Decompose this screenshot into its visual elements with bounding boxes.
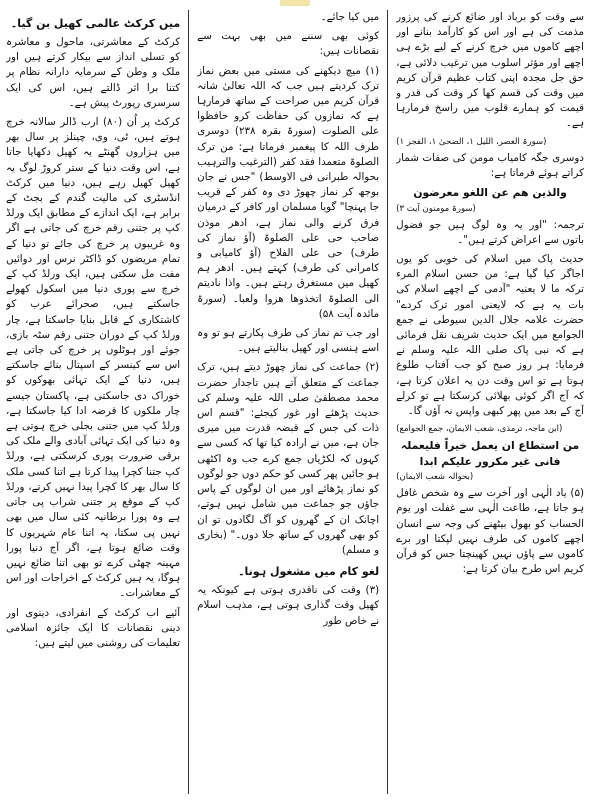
column-left-paragraph-3: حدیث پاک میں اسلام کی خوبی کو یوں اجاگر کیا گیا ہے: من حسن اسلام المرء ترکہ ما لا یعنیہ "آدمی کے اچھے اسلام کی بات یہ ہے کہ لایعنی امور ترک کردے" حضرت علامہ جلال الدین سیوطی نے جمع الجوامع میں ایک حدیث شریف نقل فرمائی ہے کہ نبی پاک صلی اللہ علیہ وسلم نے فرمایا: ہر روز صبح کو جب آفتاب طلوع ہوتا ہے تو اس وقت دن یہ اعلان کرتا ہے، کہ آج اگر کوئی بھلائی کرسکتا ہے تو کرلے آج کے بعد میں پھر کبھی واپس نہ آؤں گا۔: [396, 252, 584, 417]
column-middle: [197, 10, 379, 794]
column-left-paragraph-0: سے وقت کو برباد اور ضائع کرنے کی پرزور مذمت کی ہے اور اس کو کارآمد بنانے اور اچھے کاموں میں خرچ کرنے کے لیے بڑے ہی اچھے اور مؤثر اسلوب میں ترغیب دلائی ہے، حق جل مجدہ اپنی کتاب عظیم قرآن کریم میں وقت کی قسم کھا کر وقت کی قدر و قیمت کو ہمارے قلوب میں راسخ فرمارہا ہے۔: [396, 11, 584, 130]
column-middle-subheading: لغو کام میں مشغول ہونا۔: [238, 565, 380, 579]
column-left: [396, 10, 584, 794]
column-left-paragraph-2: ترجمہ: "اور یہ وہ لوگ ہیں جو فضول باتوں سے اعراض کرتے ہیں"۔: [396, 218, 584, 246]
column-divider-right: [188, 10, 189, 794]
top-highlight-mark: [280, 0, 310, 6]
column-divider-left: [387, 10, 388, 794]
citation-hadith-2: (بحوالہ شعب الایمان): [396, 472, 474, 483]
arabic-hadith: من استطاع ان یعمل خیراً فلیعملہ فانی غیر مکرور علیکم ابدا: [400, 439, 580, 468]
column-middle-paragraph-2: (۱) میچ دیکھنے کی مستی میں بعض نماز ترک کردیتے ہیں جب کہ اللہ تعالیٰ شانہ قرآن کریم میں صراحت کے ساتھ فرمارہا ہے کہ نمازوں کی حفاظت کرو حافظوا علی الصلوت (سورۃ بقرہ ۲۳۸) دوسری طرف اللہ کا پیغمبر فرماتا ہے: من ترک الصلوۃ متعمدا فقد کفر (الترغیب والترہیب بحوالہ طبرانی فی الاوسط) "جس نے جان بوجھ کر نماز چھوڑ دی وہ کفر کے قریب جا پہنچا" گویا مسلمان اور کافر کے درمیان فرق کرنے والی نماز ہے، ادھر موذن صاحب حی علی الصلوۃ (آؤ نماز کی طرف) حی علی الفلاح (آؤ کامیابی و کامرانی کی طرف) کہتے ہیں۔ ادھر ہم کھیل میں مستغرق رہتے ہیں۔ واذا نادیتم الی الصلوۃ اتخذوھا ھزوا ولعبا۔ (سورۃ مائدہ آیت ۵۸): [197, 64, 380, 320]
column-middle-paragraph-5: (۳) وقت کی ناقدری ہوتی ہے کیونکہ یہ کھیل وقت گذاری ہوتی ہے، مذہب اسلام نے خاص طور: [197, 584, 380, 627]
column-middle-paragraph-4: (۲) جماعت کی نماز چھوڑ دیتے ہیں، ترک جماعت کے متعلق آتے ہیں تاجدار حضرت محمد مصطفیٰ صلی اللہ علیہ وسلم کی حدیث پڑھئے اور غور کیجئے: "قسم اس ذات کی جس کے قبضہ قدرت میں میری جان ہے، میں نے ارادہ کیا تھا کہ کسی سے کہوں کہ لکڑیاں جمع کرے جب وہ اکٹھی ہو جائیں پھر کسی کو حکم دوں جو لوگوں کو نماز پڑھائے اور میں ان لوگوں کے پاس جاؤں جو جماعت میں شامل نہیں ہوتے، اچانک ان کے گھروں کو آگ لگادوں تو ان کو بھی گھروں کے ساتھ جلا دوں۔" (بخاری و مسلم): [197, 361, 380, 556]
arabic-verse-laghw: والذین ھم عن اللغو معرضون: [413, 186, 567, 200]
column-middle-paragraph-0: میں کیا جائے۔: [320, 11, 380, 23]
column-middle-paragraph-3: اور جب تم نماز کی طرف پکارتے ہو تو وہ اسے ہنسی اور کھیل بنالیتے ہیں۔: [197, 327, 380, 355]
column-right-paragraph-2: کرکٹ پر اُن (۸۰) ارب ڈالر سالانہ خرچ ہوتے ہیں، ٹی، وی، چینلز پر سال بھر میں ہزاروں گھنٹے یہ کھیل دکھایا جاتا ہے، اس وقت دنیا کے ستر کروڑ لوگ یہ کھیل کھیل رہے ہیں، دنیا میں کرکٹ انڈسٹری کی مالیت گندم کے بجٹ کے برابر ہے، ایک اندازے کے مطابق ایک ورلڈ کپ پر جتنی رقم خرچ کی جاتی ہے اگر وہ غریبوں پر خرچ کی جائے تو دنیا کے تمام مریضوں کو ڈاکٹر نرس اور دوائیں مفت مل سکتی ہیں، ایک ورلڈ کپ کے خرچ سے پوری دنیا میں اسکول کھولے جاسکتے ہیں، صحرائے عرب کو کاشتکاری کے قابل بنایا جاسکتا ہے، چار ورلڈ کپ کے دوران جتنی رقم سٹہ بازی، جوئے اور ہوٹلوں پر خرچ کی جاتی ہے اس سے کینسر کے اسپتال بنائے جاسکتے ہیں، دنیا کے ایک تہائی بھوکوں کو خوراک دی جاسکتی ہے، پاکستان جیسے چار ملکوں کا قرضہ ادا کیا جاسکتا ہے، ورلڈ کپ میں جتنی بجلی خرچ ہوتی ہے وہ دنیا کی ایک تہائی آبادی والے ملک کی برقی ضرورت پوری کرسکتی ہے، ورلڈ کپ جتنا کچرا پیدا کرتا ہے اتنا کسی ملک کا سال بھر کا کچرا پیدا نہیں کرتے، ورلڈ کپ کے موقع پر جتنی شراب پی جاتی ہے وہ پورا برطانیہ کئی سال میں بھی نہیں پی سکتا، یہ اتنا عام شہریوں کا وقت ضائع ہوتا ہے، اگر آج دنیا پورا مہینہ چھٹی کرے تو بھی اتنا ضائع نہیں ہوگا، یہ ہیں کرکٹ کے اخراجات اور اس کے معاشرات۔: [6, 116, 181, 600]
citation-muminun: (سورۃ مومنون آیت ۳): [396, 203, 476, 214]
column-left-paragraph-4: (۵) یاد الٰہی اور آخرت سے وہ شخص غافل ہو جاتا ہے، طاعت الٰہی سے غفلت اور یوم الحساب کو بھول بیٹھنے کی وجہ سے انسان اچھے کاموں کی طرف نہیں لپکتا اور برے کاموں سے پاؤں نہیں کھینچتا جس کو قرآن کریم اس طرح بیان کرتا ہے:: [396, 487, 584, 576]
citation-asr: (سورۃ العصر، اللیل ۱، الضحیٰ ۱، الفجر ۱): [396, 136, 547, 147]
column-middle-paragraph-1: کوئی بھی سننے میں بھی بہت سے نقصانات ہیں:: [197, 30, 380, 58]
column-right-paragraph-1: کرکٹ کے معاشرتی، ماحول و معاشرہ کو تسلی انداز سے بیکار کرتے ہیں اور ملک و وطن کے سرمایہ دارانہ نظام پر کتنا برا اثر ڈالتے ہیں، اس کی ایک سرسری رپورٹ پیش ہے۔: [6, 36, 181, 109]
column-left-paragraph-1: دوسری جگہ کامیاب مومن کی صفات شمار کراتے ہوئے فرماتا ہے:: [396, 151, 584, 179]
citation-hadith-1: (ابن ماجہ، ترمذی، شعب الایمان، جمع الجوامع): [396, 424, 563, 435]
column-right: [6, 10, 180, 794]
column-right-paragraph-3: آئیے اب کرکٹ کے انفرادی، دینوی اور دینی نقصانات کا ایک جائزہ اسلامی تعلیمات کی روشنی میں لیتے ہیں:: [6, 606, 181, 649]
column-right-heading: میں کرکٹ عالمی کھیل بن گیا۔: [10, 17, 181, 30]
